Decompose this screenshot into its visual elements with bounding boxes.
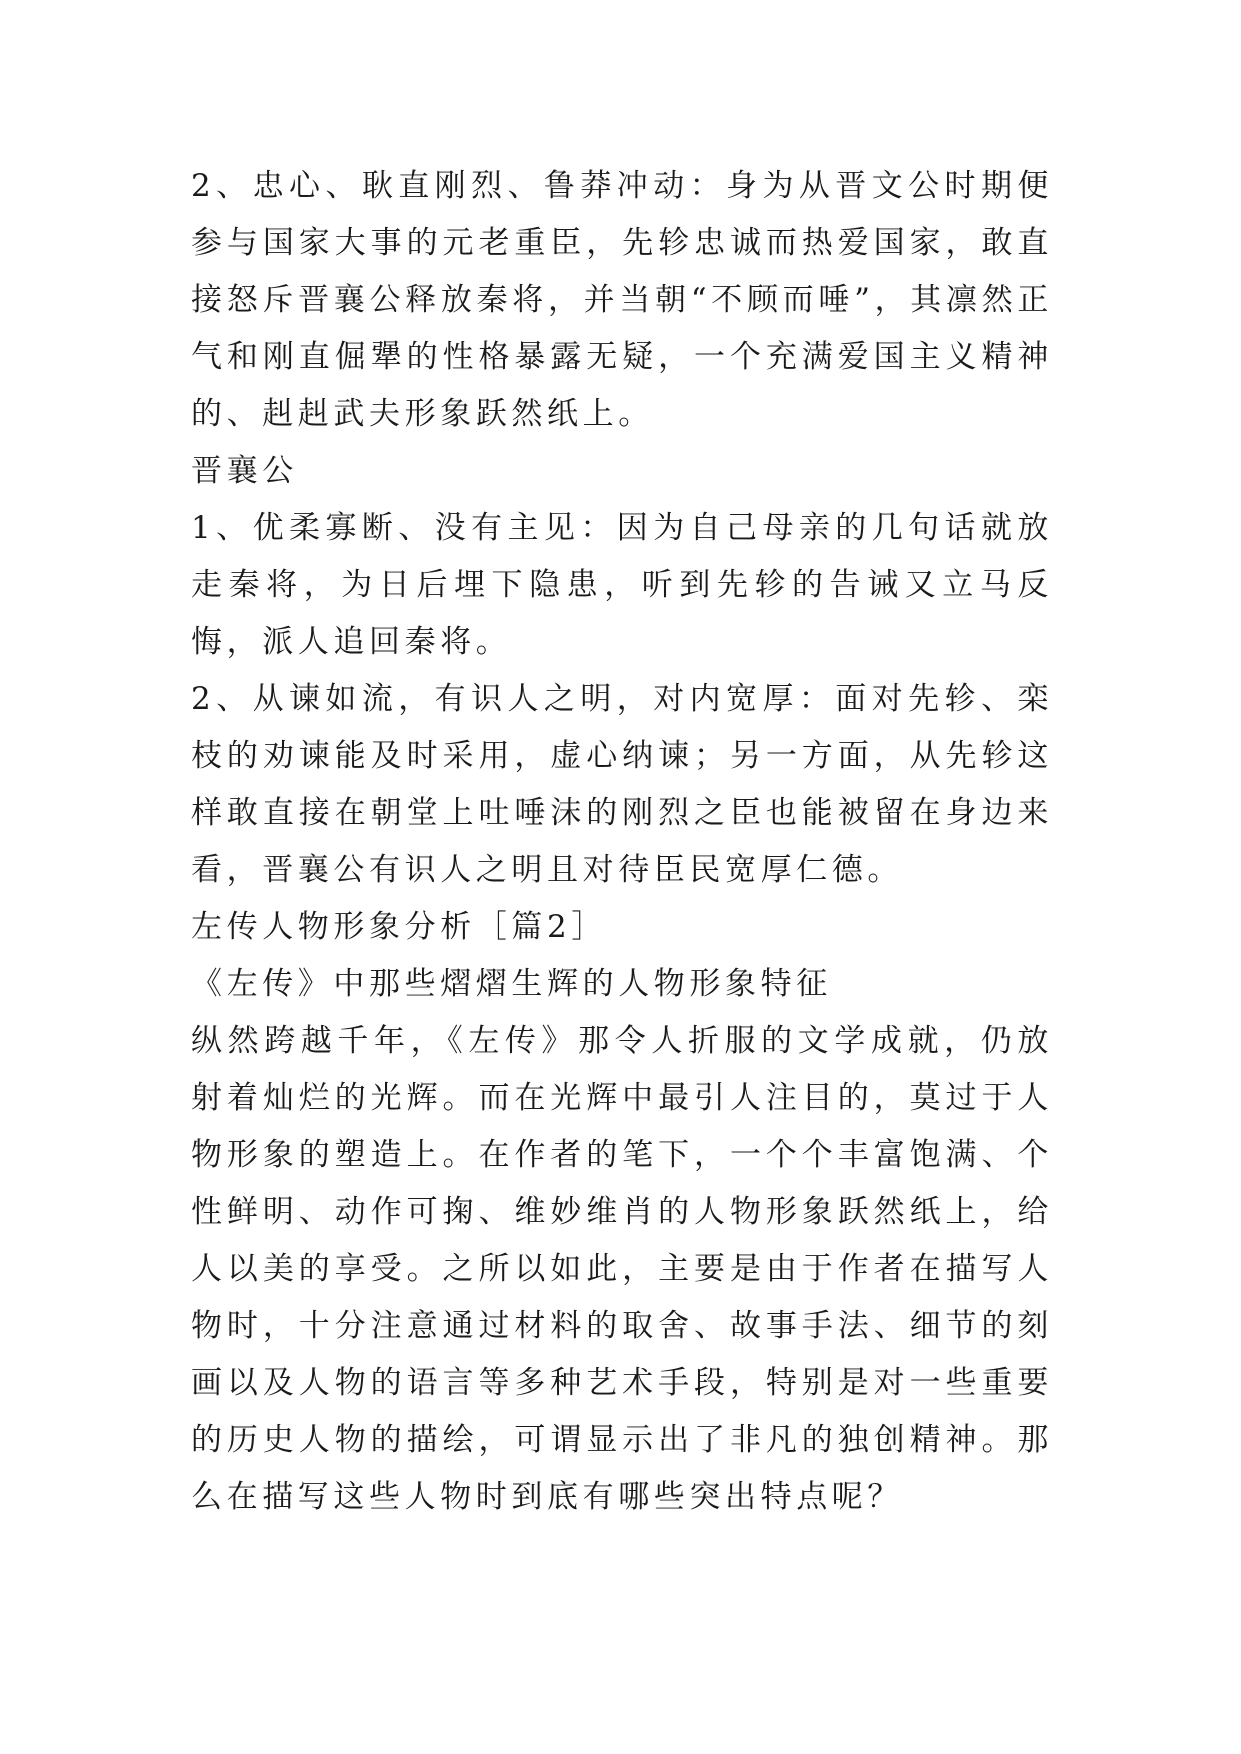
paragraph-intro: 纵然跨越千年，《左传》那令人折服的文学成就，仍放射着灿烂的光辉。而在光辉中最引人注目的，莫过于人物形象的塑造上。在作者的笔下，一个个丰富饱满、个性鲜明、动作可掬、维妙维肖的人物形象跃然纸上，给人以美的享受。之所以如此，主要是由于作者在描写人物时，十分注意通过材料的取舍、故事手法、细节的刻画以及人物的语言等多种艺术手段，特别是对一些重要的历史人物的描绘，可谓显示出了非凡的独创精神。那么在描写这些人物时到底有哪些突出特点呢？ <box>191 1023 1053 1515</box>
paragraph-xianzhen-trait-2: 2、忠心、耿直刚烈、鲁莽冲动：身为从晋文公时期便参与国家大事的元老重臣，先轸忠诚而热爱国家，敢直接怒斥晋襄公释放秦将，并当朝“不顾而唾”，其凛然正气和刚直倔犟的性格暴露无疑，一个充满爱国主义精神的、赳赳武夫形象跃然纸上。 <box>191 168 1053 432</box>
paragraph-xianggong-trait-1: 1、优柔寡断、没有主见：因为自己母亲的几句话就放走秦将，为日后埋下隐患，听到先轸的告诫又立马反悔，派人追回秦将。 <box>191 510 1053 660</box>
document-body <box>191 158 1053 1526</box>
heading-jin-xianggong: 晋襄公 <box>191 453 298 489</box>
section-title-part-2: 左传人物形象分析［篇2］ <box>191 909 607 945</box>
subtitle: 《左传》中那些熠熠生辉的人物形象特征 <box>191 966 832 1002</box>
paragraph-xianggong-trait-2: 2、从谏如流，有识人之明，对内宽厚：面对先轸、栾枝的劝谏能及时采用，虚心纳谏；另一方面，从先轸这样敢直接在朝堂上吐唾沫的刚烈之臣也能被留在身边来看，晋襄公有识人之明且对待臣民宽厚仁德。 <box>191 681 1053 888</box>
